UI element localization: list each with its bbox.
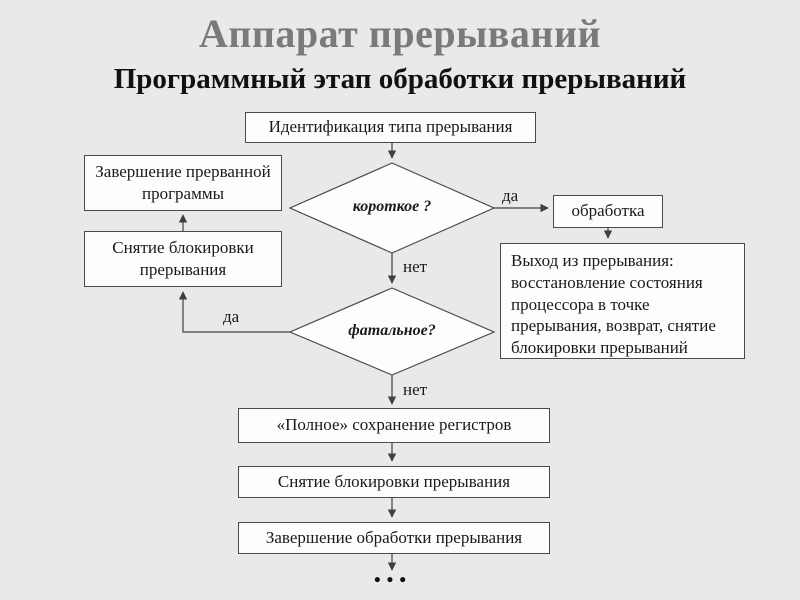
node-full-register-save: «Полное» сохранение регистров: [238, 408, 550, 443]
node-processing: обработка: [553, 195, 663, 228]
edge-label-short-no: нет: [403, 257, 428, 276]
edge-label-fatal-no: нет: [403, 380, 428, 399]
node-exit-interrupt: Выход из прерывания: восстановление состояния процессора в точке прерывания, возврат, снятие блокировки прерываний: [500, 243, 745, 359]
node-unblock-interrupt-bottom: Снятие блокировки прерывания: [238, 466, 550, 498]
node-finish-interrupt-handling: Завершение обработки прерывания: [238, 522, 550, 554]
node-unblock-interrupt-left: Снятие блокировки прерывания: [84, 231, 282, 287]
slide-title: Аппарат прерываний: [198, 11, 602, 56]
edge-label-short-yes: да: [502, 186, 519, 205]
edge-label-fatal-yes: да: [223, 307, 240, 326]
node-identify-interrupt-type: Идентификация типа прерывания: [245, 112, 536, 143]
continuation-ellipsis: •••: [374, 570, 412, 591]
decision-fatal-label: фатальное?: [348, 322, 436, 339]
decision-short-label: короткое ?: [352, 198, 432, 215]
slide-subtitle: Программный этап обработки прерываний: [113, 63, 687, 95]
node-finish-interrupted-program: Завершение прерванной программы: [84, 155, 282, 211]
